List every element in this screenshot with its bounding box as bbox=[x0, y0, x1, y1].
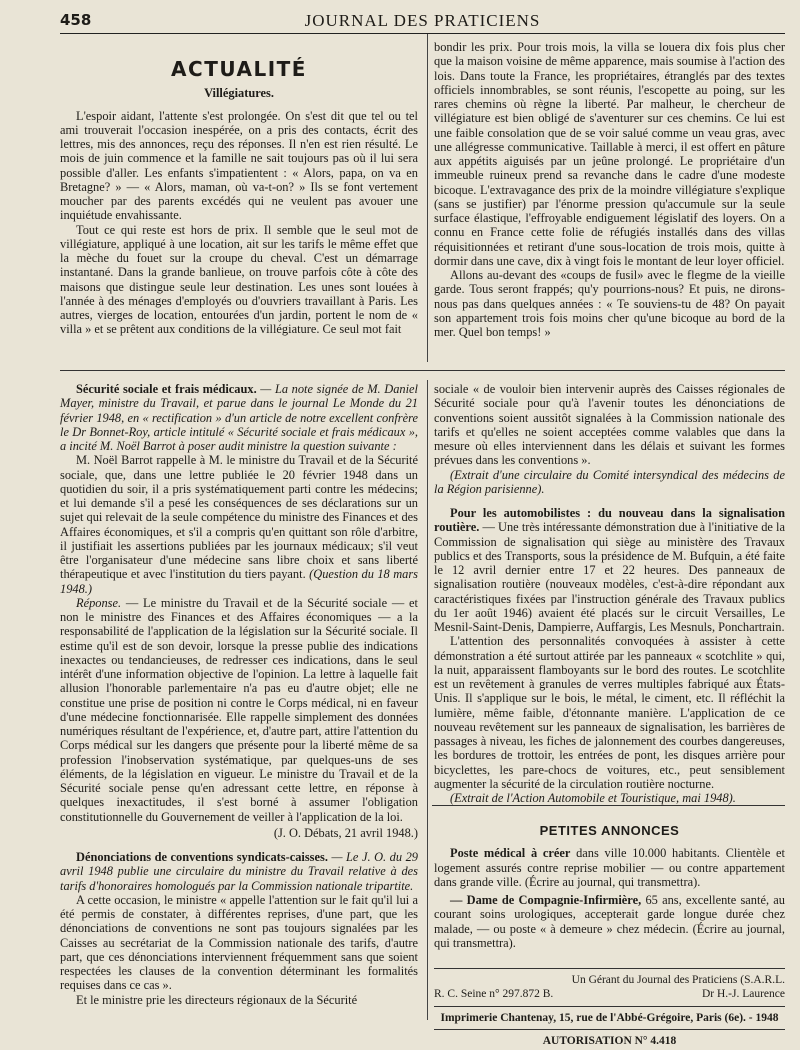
journal-title: JOURNAL DES PRATICIENS bbox=[304, 11, 541, 30]
right-bottom-column bbox=[434, 382, 785, 805]
column-divider bbox=[427, 380, 428, 1020]
securite-question-ref: (Question du 18 mars 1948.) bbox=[60, 567, 419, 596]
rc-number: R. C. Seine n° 297.872 B. bbox=[434, 988, 554, 1001]
footer-divider bbox=[434, 1006, 785, 1007]
annonce-title: — Dame de Compagnie-Infirmière, bbox=[450, 893, 642, 907]
denonciations-paragraph: sociale « de vouloir bien intervenir auprès des Caisses régionales de Sécurité sociale pour qu'à l'avenir toutes les dénonciations de conventions soient aussitôt signalées à la Commission nationale des tarifs et qu'elles ne soient acceptées comme valables que dans la mesure où elles interviennent dans les délais et suivant les formes prévues dans les conventions ». bbox=[434, 382, 785, 468]
actualite-paragraph: Allons au-devant des «coups de fusil» avec le flegme de la vieille garde. Tous seront frappés; qu'y pourrions-nous? Et puis, ne dirons-nous pas dans quelques années : « Te souviens-tu de 48? On payait son appartement trois fois moins cher qu'une bicoque au bord de la mer. Quel bon temps! » bbox=[434, 268, 785, 339]
section-divider bbox=[60, 370, 785, 371]
actualite-column-right bbox=[434, 40, 785, 339]
annonce-text: 65 ans, excellente santé, au courant soins urologiques, accepterait garde longue durée chez malade, — ou poste « à demeure » chez médecin. (Écrire au journal, qui transmettra). bbox=[434, 893, 785, 950]
annonces-column bbox=[434, 810, 785, 1048]
securite-source: (J. O. Débats, 21 avril 1948.) bbox=[273, 825, 418, 840]
gerant-line: Un Gérant du Journal des Praticiens (S.A.R.L. bbox=[571, 974, 785, 986]
autorisation-line: AUTORISATION N° 4.418 bbox=[542, 1034, 677, 1047]
automobilistes-paragraph: — Une très intéressante démonstration due à l'initiative de la Commission de signalisation qui siège au ministère des Travaux publics et des Transports, sous la présidence de M. Bufquin, a été faite le 12 avril dernier entre 17 et 22 heures. Des panneaux de signalisation routière (nouveaux modèles, c'est-à-dire répondant aux caractéristiques fixées par l'instruction générale des Travaux publics du 1er août 1946) avaient été placés sur le circuit Versailles, Le Mesnil-Saint-Denis, Dampierre, Auffargis, Les Mesnuls, Ponchartrain. bbox=[434, 520, 785, 634]
footer-divider bbox=[434, 1029, 785, 1030]
page-number: 458 bbox=[60, 11, 92, 29]
securite-column bbox=[60, 382, 418, 1007]
annonces-divider bbox=[432, 805, 785, 806]
actualite-paragraph: L'espoir aidant, l'attente s'est prolongée. On s'est dit que tel ou tel ami trouverait l'occasion inespérée, on a pris des contacts, écrit des lettres, mis des annonces, reçu des réponses. Il n'en est rien résulté. Le mois de juin commence et la famille ne sait toujours pas où il lui sera possible d'aller. Les enfants s'impatientent : « Alors, papa, on va en Bretagne? » — « Alors, maman, où va-t-on? » Ils se font vertement moucher par des parents excédés qui ne veulent pas avouer une inquiétude envahissante. bbox=[60, 108, 418, 223]
denonciations-title: Dénonciations de conventions syndicats-caisses. bbox=[76, 850, 328, 864]
securite-intro: — La note signée de M. Daniel Mayer, ministre du Travail, et parue dans le journal Le Monde du 21 février 1948, en « rectification » d'un article de notre excellent confrère le Dr Bonnet-Roy, article intitulé « Sécurité sociale et frais médicaux », a incité M. Noël Barrot à poser audit ministre la question suivante : bbox=[60, 382, 418, 453]
automobilistes-title: Pour les automobilistes : du nouveau dans la signalisation routière. bbox=[434, 506, 785, 535]
petites-annonces-heading: PETITES ANNONCES bbox=[539, 823, 680, 838]
denonciations-intro: — Le J. O. du 29 avril 1948 publie une circulaire du ministre du Travail relative à des tarifs d'honoraires homologués par la Commission nationale tripartite. bbox=[60, 850, 418, 893]
page-header bbox=[60, 8, 785, 34]
securite-title: Sécurité sociale et frais médicaux. bbox=[76, 382, 257, 396]
footer-divider bbox=[434, 968, 785, 969]
annonce-title: Poste médical à créer bbox=[450, 846, 571, 861]
denonciations-source: (Extrait d'une circulaire du Comité intersyndical des médecins de la Région parisienne). bbox=[434, 467, 785, 496]
imprimerie-line: Imprimerie Chantenay, 15, rue de l'Abbé-Grégoire, Paris (6e). - 1948 bbox=[440, 1011, 779, 1024]
denonciations-paragraph: A cette occasion, le ministre « appelle l'attention sur le fait qu'il lui a été permis de constater, à différentes reprises, d'une part, que les dénonciations de conventions ne sont pas toujours signalées par les Caisses au secrétariat de la Commission nationale des tarifs, d'autre part, que ces dénonciations interviennent fréquemment sans que soient respectées les clauses de la convention déterminant les formalités requises dans ce cas ». bbox=[60, 892, 418, 993]
actualite-paragraph: Tout ce qui reste est hors de prix. Il semble que le seul mot de villégiature, appliqué à une location, ait sur les tarifs le même effet que la mèche du fouet sur la croupe du cheval. C'est un démarrage instantané. Dans la grande banlieue, on trouve parfois côte à côte des maisons que distingue seule leur destination. Les unes sont louées à l'année à des ménages d'employés ou d'ouvriers travaillant à Paris. Les autres, vierges de location, entourées d'un jardin, portent le nom de « villa » et se prêtent aux conditions de la villégiature. Ce seul mot fait bbox=[60, 222, 418, 337]
automobilistes-source: (Extrait de l'Action Automobile et Touristique, mai 1948). bbox=[450, 791, 736, 805]
actualite-heading: ACTUALITÉ bbox=[171, 57, 307, 81]
column-divider bbox=[427, 34, 428, 362]
actualite-paragraph: bondir les prix. Pour trois mois, la villa se louera dix fois plus cher que la maison voisine de même apparence, mais soumise à l'action des lois. Dans toute la France, les propriétaires, étranglés par des textes officiels innombrables, se sont réunis, l'escopette au poing, sur les rares chemins où règne la liberté. Par malheur, le chercheur de villégiature est bien obligé de s'aventurer sur ces chemins. Ce lui est une faible consolation que de se voir salué comme un veau gras, avec une allégresse communicative. Taillable à merci, il est offert en pâture aux appétits aiguisés par un jeûne prolongé. Le propriétaire d'un immeuble ruineux prend sa revanche dans le cadre d'une modeste bicoque. L'extravagance des prix de la moindre villégiature s'explique (sans se justifier) par l'énorme pression qu'accumule sur la seule surface élastique, l'effroyable endiguement législatif des loyers. On a connu en France cette folie de réfugiés installés dans des villas réquisitionnées et retirant d'une sous-location de trois mois, quitte à dormir dans une cave, dix à vingt fois le montant de leur loyer officiel. bbox=[434, 40, 785, 268]
automobilistes-paragraph: L'attention des personnalités convoquées à assister à cette démonstration a été surtout attirée par les panneaux « scotchlite » qui, la nuit, apparaissent flamboyants sur le bord des routes. Le scotchlite est un revêtement à granules de verres multiples fabriqué aux États-Unis. Il s'applique sur le bois, le métal, le ciment, etc. Il réfléchit la lumière, même faible, d'étonnante manière. L'application de ce nouveau revêtement sur les panneaux de signalisation, les barrières de passages à niveau, les fiches de jalonnement des courbes dangereuses, les bordures de trottoir, les entrées de pont, les disques arrière pour bicyclettes, les pare-chocs de voitures, etc., peut sensiblement augmenter la sécurité de la circulation routière nocturne. bbox=[434, 634, 785, 791]
reponse-label: Réponse. bbox=[76, 595, 122, 610]
annonce-text: dans ville 10.000 habitants. Clientèle et logement assurés contre reprise mobilier — ou contre appartement dans grande ville. (Écrire au journal, qui transmettra). bbox=[434, 846, 785, 889]
director-name: Dr H.-J. Laurence bbox=[701, 988, 785, 1001]
denonciations-paragraph: Et le ministre prie les directeurs régionaux de la Sécurité bbox=[76, 992, 358, 1007]
villegiatures-subheading: Villégiatures. bbox=[204, 86, 274, 101]
securite-question: M. Noël Barrot rappelle à M. le ministre du Travail et de la Sécurité sociale, que, dans une lettre publiée le 20 février 1948 dans un quotidien du soir, il a pris systématiquement parti contre les médecins; et lui demande s'il a pesé les conséquences de ses déclarations sur un sujet qui relevait de la seule compétence du ministre des Finances et des Affaires économiques, et s'il a compris qu'en quittant son rôle d'arbitre, il justifiait les assertions publiées par les journaux médicaux; s'il veut être l'organisateur d'une médecine sans libre choix et sans liberté thérapeutique et avec l'institution du tiers payant. bbox=[60, 453, 418, 582]
actualite-column bbox=[60, 40, 418, 337]
rc-line bbox=[434, 987, 785, 1001]
securite-reponse: — Le ministre du Travail et de la Sécurité sociale — et non le ministre des Finances et des Affaires économiques — a la responsabilité de l'application de la législation sur la Sécurité sociale. Il estime qu'il est de son devoir, lorsque la presse publie des indications inexactes ou tendancieuses, de redresser ces indications, dans le seul intérêt d'une information objective de l'opinion. La lettre à laquelle fait allusion l'honorable parlementaire n'a pas eu d'autre objet; elle ne constitue une prise de position ni contre le Corps médical, ni en faveur d'une médecine fonctionnarisée. Elle rappelle simplement des données numériques résultant de l'expérience, et, d'autre part, attire l'attention du Corps médical sur les dangers que présente pour la liberté même de sa profession l'inobservation systématique, par quelques-uns de ses éléments, de la législation en vigueur. Le ministre du Travail et de la Sécurité sociale pense qu'en adressant cette lettre, en réponse à quelques inexactitudes, il s'est borné à assumer l'obligation constitutionnelle du Gouvernement de veiller à l'application de la loi. bbox=[60, 595, 418, 824]
